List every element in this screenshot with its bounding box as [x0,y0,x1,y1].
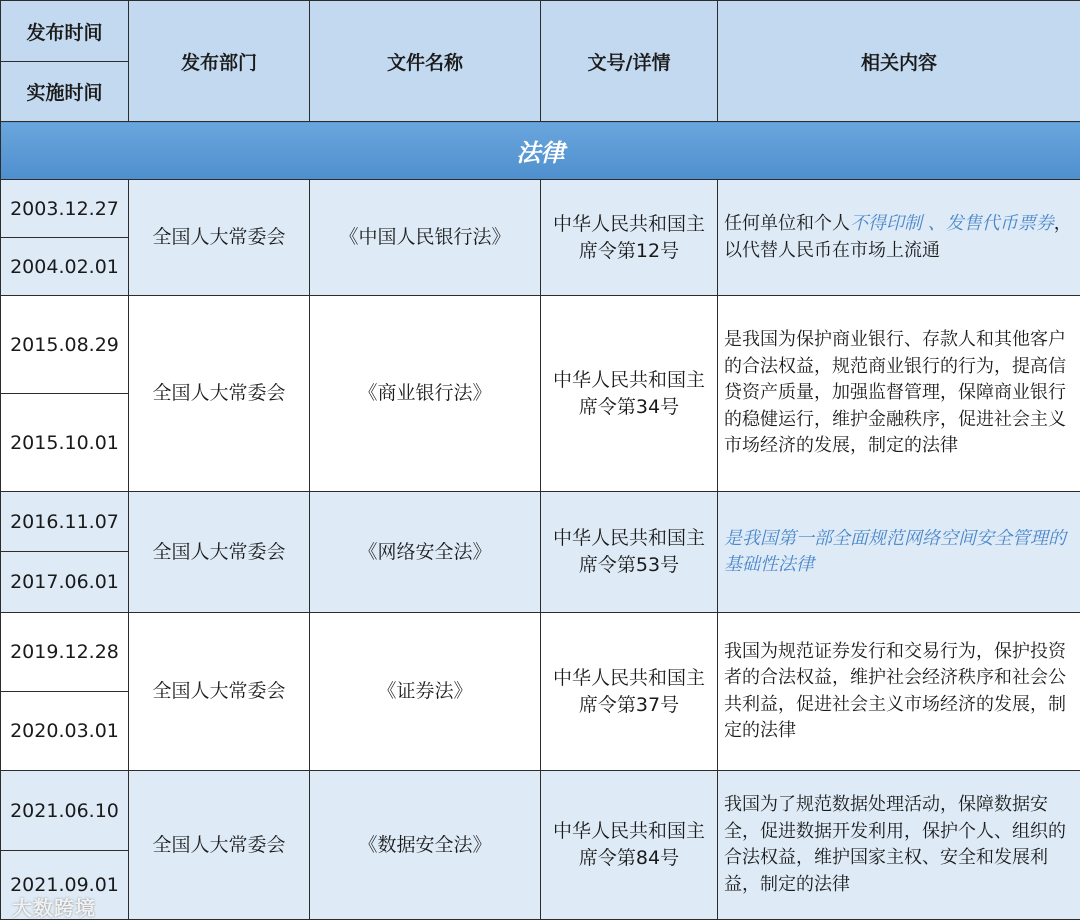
release-date-cell: 2003.12.27 [1,180,129,238]
highlight-text: 是我国第一部全面规范网络空间安全管理的基础性法律 [724,527,1066,575]
document-no-cell: 中华人民共和国主席令第37号 [541,613,718,771]
document-name-cell: 《数据安全法》 [310,771,541,920]
section-banner [1,122,1080,180]
header-release-date: 发布时间 [1,1,129,62]
highlight-text: 不得印制 、发售代币票券 [850,213,1054,234]
table-row [1,613,1080,692]
release-date-cell: 2016.11.07 [1,492,129,552]
document-name-cell: 《网络安全法》 [310,492,541,613]
related-content-cell [718,180,1080,296]
effective-date-cell: 2021.09.01 [1,851,129,920]
release-date-cell: 2015.08.29 [1,296,129,394]
content-text: 任何单位和个人 [724,213,850,234]
related-content-cell [718,771,1080,920]
document-name-cell: 《证券法》 [310,613,541,771]
content-text: 是我国为保护商业银行、存款人和其他客户的合法权益，规范商业银行的行为，提高信贷资产质量，加强监督管理，保障商业银行的稳健运行，维护金融秩序，促进社会主义市场经济的发展，制定的法律 [724,329,1066,457]
related-content-cell [718,296,1080,492]
related-content-cell [718,492,1080,613]
header-document-no: 文号/详情 [541,1,718,122]
release-date-cell: 2021.06.10 [1,771,129,851]
effective-date-cell: 2004.02.01 [1,238,129,296]
header-department: 发布部门 [129,1,310,122]
header-effective-date: 实施时间 [1,62,129,122]
document-name-cell: 《商业银行法》 [310,296,541,492]
document-no-cell: 中华人民共和国主席令第12号 [541,180,718,296]
document-no-cell: 中华人民共和国主席令第84号 [541,771,718,920]
header-related-content: 相关内容 [718,1,1080,122]
table-row [1,771,1080,851]
document-name-cell: 《中国人民银行法》 [310,180,541,296]
department-cell: 全国人大常委会 [129,296,310,492]
department-cell: 全国人大常委会 [129,180,310,296]
department-cell: 全国人大常委会 [129,613,310,771]
content-text: 我国为规范证券发行和交易行为，保护投资者的合法权益，维护社会经济秩序和社会公共利益，促进社会主义市场经济的发展，制定的法律 [724,640,1066,741]
release-date-cell: 2019.12.28 [1,613,129,692]
related-content-cell [718,613,1080,771]
table-row [1,492,1080,552]
section-title: 法律 [1,122,1080,180]
department-cell: 全国人大常委会 [129,492,310,613]
effective-date-cell: 2017.06.01 [1,552,129,613]
department-cell: 全国人大常委会 [129,771,310,920]
table-row [1,180,1080,238]
document-no-cell: 中华人民共和国主席令第53号 [541,492,718,613]
content-text: 我国为了规范数据处理活动，保障数据安全，促进数据开发利用，保护个人、组织的合法权益，维护国家主权、安全和发展利益，制定的法律 [724,794,1066,895]
document-no-cell: 中华人民共和国主席令第34号 [541,296,718,492]
table-row [1,296,1080,394]
watermark-logo: 大数跨境 [12,896,96,920]
content-text: ，以代替人民币在市场上流通 [724,213,1072,261]
effective-date-cell: 2020.03.01 [1,692,129,771]
header-document-name: 文件名称 [310,1,541,122]
effective-date-cell: 2015.10.01 [1,394,129,492]
